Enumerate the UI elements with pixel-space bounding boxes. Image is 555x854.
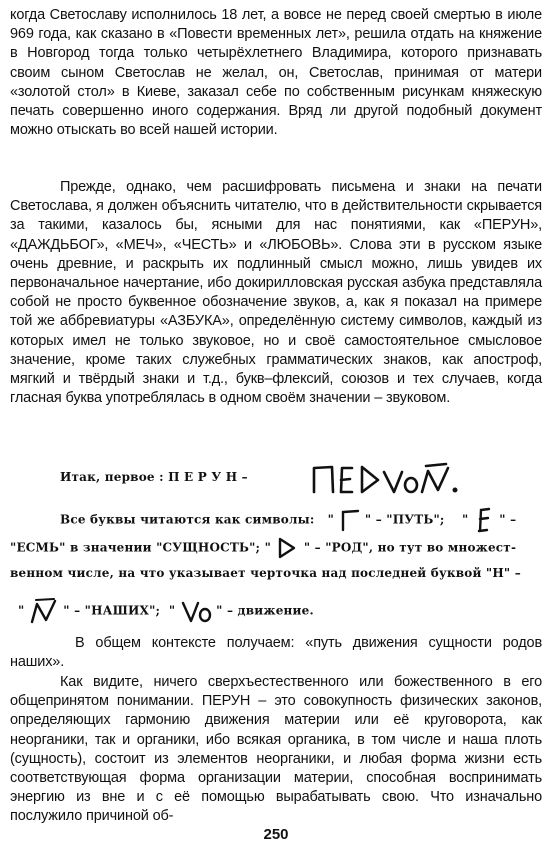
rod-symbol-glyph bbox=[275, 536, 299, 560]
esm-symbol-glyph bbox=[473, 506, 495, 534]
page-number: 250 bbox=[263, 826, 289, 843]
paragraph-3: В общем контексте получаем: «путь движения сущности родов наших». bbox=[10, 635, 542, 671]
typed-line-5-text-b: " – движение. bbox=[216, 603, 314, 618]
nashikh-symbol-glyph bbox=[29, 598, 59, 624]
paragraph-4: Как видите, ничего сверхъестественного или божественного в его общепринятом понимании. ПЕРУН – это совокупность физических законов, определяющих гармонию движения материи или её круговорота, как неорганики, так и органики, ибо всякая органика, в том числе и наша плоть (сущность), состоит из элементов неорганики, и любая форма жизни есть соответствующая форма организации материи, способная воспринимать энергию из вне и с её помощью вырабатывать свою. Что изначально послужило причиной об- bbox=[10, 674, 542, 825]
typed-line-3: "ЕСМЬ" в значении "СУЩНОСТЬ"; " " – "РОД", но тут во множест- bbox=[10, 536, 516, 560]
paragraph-2: Прежде, однако, чем расшифровать письмена и знаки на печати Светослава, я должен объяснить читателю, что в действительности скрывается за такими, казалось бы, ясными для нас понятиями, как «ПЕРУН», «ДАЖДЬБОГ», «МЕЧ», «ЧЕСТЬ» и «ЛЮБОВЬ». Слова эти в русском языке очень древние, и раскрыть их подлинный смысл можно, лишь увидев их первоначальное начертание, ибо докирилловская русская азбука представляла собой не просто буквенное обозначение звуков, а, как я показал на примере той же аббревиатуры «АЗБУКА», определённую систему символов, каждый из которых имел не только звуковое, но и своё самостоятельное смысловое значение, кроме таких служебных грамматических знаков, как апостроф, мягкий и твёрдый знаки и т.д., букв–флексий, союзов и тех случаев, когда гласная буква употреблялась в одном своём значении – звуковом. bbox=[10, 179, 542, 407]
typed-line-5: " " – "НАШИХ"; " " – движение. bbox=[18, 598, 314, 624]
typed-line-2-text-b: " – "ПУТЬ"; bbox=[364, 512, 445, 527]
typed-line-5-text-a: " – "НАШИХ"; bbox=[63, 603, 161, 618]
perun-runic-inscription bbox=[310, 462, 460, 496]
typed-line-3-text-a: "ЕСМЬ" в значении "СУЩНОСТЬ"; bbox=[10, 540, 261, 555]
typed-line-3-text-b: " – "РОД", но тут во множест- bbox=[303, 540, 517, 555]
book-page bbox=[10, 0, 542, 854]
paragraph-1: когда Светославу исполнилось 18 лет, а вовсе не перед своей смертью в июле 969 года, как сказано в «Повести временных лет», решила отдать на княжение в Новгород тогда только четырёхлетнего Владимира, которого признавать своим сыном Светослав не желал, он, Светослав, принимая от матери «золотой стол» в Киеве, заказал себе по собственным рисункам княжескую печать совершенно иного содержания. Вряд ли другой подобный документ можно отыскать во всей нашей истории. bbox=[10, 7, 542, 139]
dvizhenie-symbol-glyph bbox=[180, 598, 212, 624]
typed-line-2-text-a: Все буквы читаются как символы: bbox=[60, 512, 315, 527]
put-symbol-glyph bbox=[339, 508, 361, 532]
typed-line-1 bbox=[60, 470, 248, 484]
typed-line-1-text: Итак, первое : П Е Р У Н – bbox=[60, 470, 248, 484]
typed-line-4 bbox=[10, 566, 521, 580]
typed-line-2: Все буквы читаются как символы: " " – "ПУТЬ"; " " – bbox=[60, 506, 516, 534]
typed-line-4-text: венном числе, на что указывает черточка над последней буквой "Н" – bbox=[10, 566, 521, 580]
